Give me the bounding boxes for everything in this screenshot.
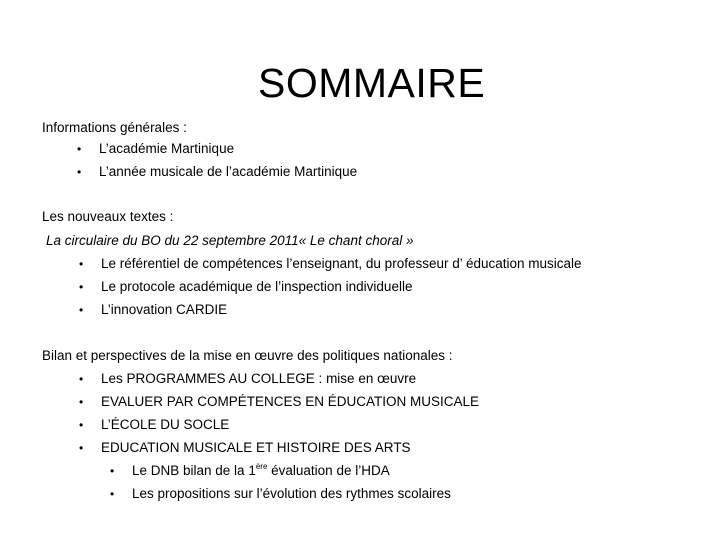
list-item-text: L’innovation CARDIE: [101, 302, 228, 317]
list-item: [77, 163, 358, 181]
list-item: [79, 370, 417, 388]
list-item: [77, 140, 235, 158]
bullet-icon: •: [79, 418, 84, 432]
section-heading-bilan: Bilan et perspectives de la mise en œuvre des politiques nationales :: [42, 348, 453, 363]
section-subheading-circulaire: La circulaire du BO du 22 septembre 2011« Le chant choral »: [46, 233, 414, 248]
list-item-text: EVALUER PAR COMPÉTENCES EN ÉDUCATION MUSICALE: [101, 394, 480, 409]
bullet-icon: •: [79, 372, 84, 386]
bullet-icon: •: [77, 142, 82, 156]
list-item-text: EDUCATION MUSICALE ET HISTOIRE DES ARTS: [101, 440, 411, 455]
bullet-icon: •: [79, 280, 84, 294]
list-item-text: Les PROGRAMMES AU COLLEGE : mise en œuvre: [101, 371, 417, 386]
bullet-icon: •: [77, 165, 82, 179]
sub-list-item-text: Les propositions sur l’évolution des rythmes scolaires: [132, 486, 451, 501]
bullet-icon: •: [79, 257, 84, 271]
list-item: [79, 255, 582, 273]
list-item: [79, 439, 411, 457]
section-heading-textes: Les nouveaux textes :: [42, 209, 174, 224]
list-item: [79, 416, 230, 434]
list-item-text: Le référentiel de compétences l’enseignant, du professeur d’ éducation musicale: [101, 256, 582, 271]
sub-list-item: [110, 485, 451, 503]
list-item-text: L’académie Martinique: [99, 141, 235, 156]
list-item: [79, 393, 480, 411]
bullet-icon: •: [79, 303, 84, 317]
bullet-icon: •: [79, 395, 84, 409]
list-item: [79, 301, 228, 319]
list-item-text: Le protocole académique de l’inspection individuelle: [101, 279, 413, 294]
section-heading-infos: Informations générales :: [42, 120, 187, 135]
sub-list-item: [110, 462, 390, 480]
bullet-icon: •: [110, 487, 115, 501]
bullet-icon: •: [79, 441, 84, 455]
list-item-text: L’ÉCOLE DU SOCLE: [101, 417, 230, 432]
superscript-ere: ère: [255, 462, 268, 471]
bullet-icon: •: [110, 464, 115, 478]
list-item: [79, 278, 413, 296]
sub-list-item-text: Le DNB bilan de la 1ère évaluation de l’HDA: [132, 462, 390, 478]
slide-title: SOMMAIRE: [258, 60, 486, 106]
list-item-text: L’année musicale de l’académie Martinique: [99, 164, 358, 179]
